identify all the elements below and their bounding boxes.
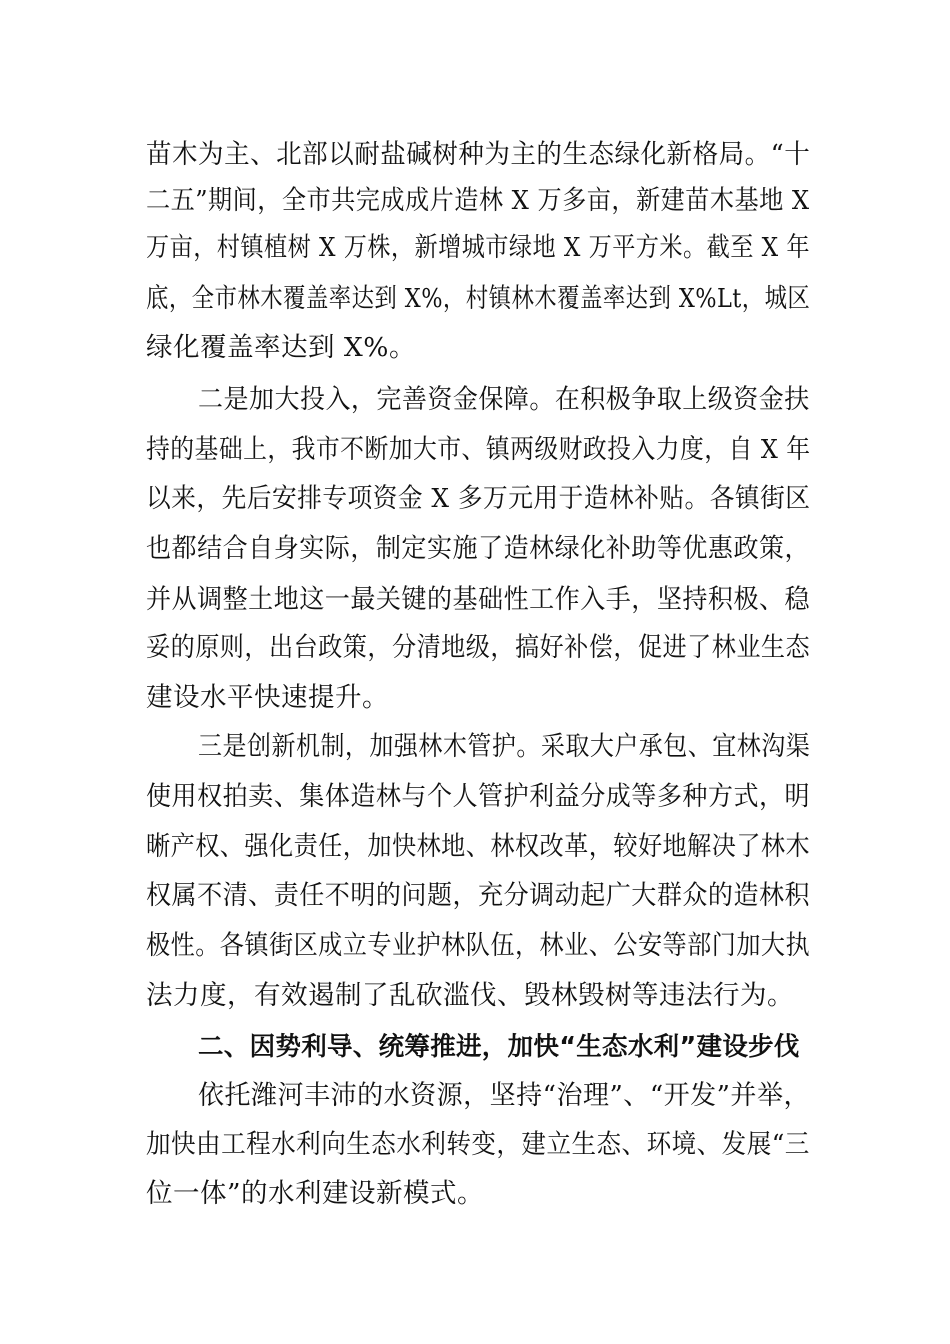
text-line: 以来，先后安排专项资金 X 多万元用于造林补贴。各镇街区 <box>146 483 811 514</box>
text-line: 持的基础上，我市不断加大市、镇两级财政投入力度，自 X 年 <box>146 434 811 465</box>
text-line: 晰产权、强化责任，加快林地、林权改革，较好地解决了林木 <box>146 831 811 862</box>
text-line: 万亩，村镇植树 X 万株，新增城市绿地 X 万平方米。截至 X 年 <box>146 232 810 263</box>
text-line: 权属不清、责任不明的问题，充分调动起广大群众的造林积 <box>146 880 811 911</box>
text-line: 极性。各镇街区成立专业护林队伍，林业、公安等部门加大执 <box>146 930 811 961</box>
text-line: 建设水平快速提升。 <box>146 682 389 713</box>
text-line: 使用权拍卖、集体造林与个人管护利益分成等多种方式，明 <box>146 781 811 812</box>
text-line: 位一体”的水利建设新模式。 <box>146 1178 485 1209</box>
text-line: 妥的原则，出台政策，分清地级，搞好补偿，促进了林业生态 <box>146 632 811 663</box>
text-line: 加快由工程水利向生态水利转变，建立生态、环境、发展“三 <box>146 1129 810 1160</box>
paragraph-start-line: 三是创新机制，加强林木管护。采取大户承包、宜林沟渠 <box>198 731 811 762</box>
text-line: 苗木为主、北部以耐盐碱树种为主的生态绿化新格局。“十 <box>146 139 811 170</box>
text-line: 绿化覆盖率达到 X%。 <box>146 332 416 363</box>
text-line: 底，全市林木覆盖率达到 X%，村镇林木覆盖率达到 X%Lt，城区 <box>146 283 811 314</box>
section-heading: 二、因势利导、统筹推进，加快“生态水利”建设步伐 <box>198 1032 800 1062</box>
paragraph-start-line: 依托潍河丰沛的水资源，坚持“治理”、“开发”并举， <box>198 1080 810 1111</box>
paragraph-start-line: 二是加大投入，完善资金保障。在积极争取上级资金扶 <box>198 384 810 415</box>
text-line: 二五”期间，全市共完成成片造林 X 万多亩，新建苗木基地 X <box>146 185 810 216</box>
text-line: 并从调整土地这一最关键的基础性工作入手，坚持积极、稳 <box>146 584 811 615</box>
text-line: 也都结合自身实际，制定实施了造林绿化补助等优惠政策， <box>146 533 811 564</box>
text-line: 法力度，有效遏制了乱砍滥伐、毁林毁树等违法行为。 <box>146 980 794 1011</box>
